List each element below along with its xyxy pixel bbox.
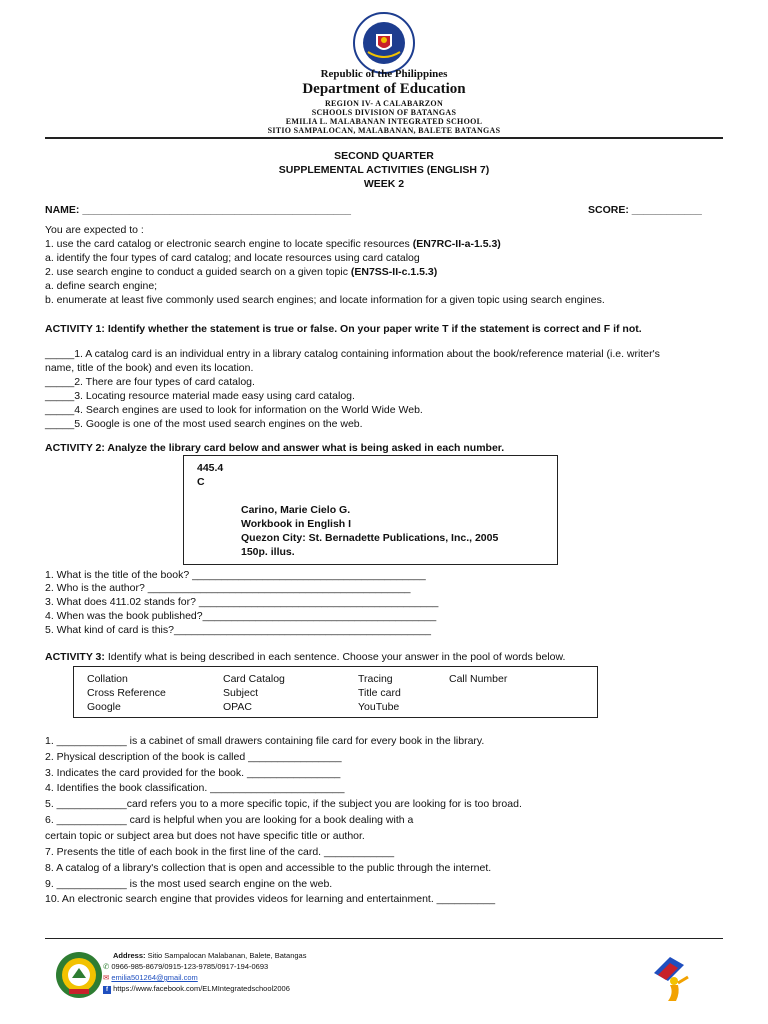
activity-title: SUPPLEMENTAL ACTIVITIES (ENGLISH 7): [278, 164, 490, 176]
school-logo: [55, 951, 103, 999]
objective-text: b. enumerate at least five commonly used search engines; and locate information for a given topic using search engines.: [45, 294, 605, 306]
pool-word: Call Number: [449, 673, 508, 685]
republic-line: Republic of the Philippines: [320, 68, 448, 80]
pool-word: OPAC: [223, 701, 252, 713]
activity3-item: 2. Physical description of the book is called ________________: [45, 751, 342, 763]
activity2-question: 5. What kind of card is this?____________________________________________: [45, 624, 431, 636]
footer-address-value: Sitio Sampalocan Malabanan, Balete, Batangas: [145, 951, 307, 960]
activity3-heading-label: ACTIVITY 3:: [45, 651, 105, 663]
footer-email[interactable]: [103, 973, 198, 983]
division-line: SCHOOLS DIVISION OF BATANGAS: [311, 108, 457, 117]
pool-word: Card Catalog: [223, 673, 285, 685]
email-icon: ✉: [103, 973, 110, 982]
call-number: 445.4: [197, 462, 224, 474]
school-logo-icon: [55, 951, 103, 999]
deped-seal-icon: [348, 12, 420, 74]
objective-item: [45, 294, 605, 308]
footer-phone: [103, 962, 268, 972]
objective-item: [45, 266, 437, 280]
mascot-logo-icon: [648, 953, 692, 1003]
footer-facebook[interactable]: [103, 984, 290, 994]
activity1-item: name, title of the book) and even its location.: [45, 362, 254, 374]
activity1-item: _____5. Google is one of the most used search engines on the web.: [45, 418, 363, 430]
score-field[interactable]: SCORE: ____________: [588, 204, 702, 216]
pool-word: Subject: [223, 687, 259, 699]
activity2-question: 3. What does 411.02 stands for? _________________________________________: [45, 596, 439, 608]
competency-code: (EN7SS-II-c.1.5.3): [350, 266, 438, 278]
footer-divider: [45, 938, 723, 939]
objective-text: 2. use search engine to conduct a guided search on a given topic: [45, 266, 351, 278]
activity3-item: 1. ____________ is a cabinet of small drawers containing file card for every book in the library.: [45, 735, 485, 747]
phone-icon: ✆: [103, 962, 110, 971]
footer-address-label: Address:: [113, 951, 146, 960]
deped-seal: [348, 12, 420, 74]
cutter-letter: C: [197, 476, 205, 488]
activity1-item: _____4. Search engines are used to look for information on the World Wide Web.: [45, 404, 423, 416]
activity3-item: 7. Presents the title of each book in the first line of the card. ____________: [45, 846, 395, 858]
card-title: Workbook in English I: [241, 518, 352, 530]
mascot-logo: [648, 953, 692, 1003]
school-address-line: SITIO SAMPALOCAN, MALABANAN, BALETE BATANGAS: [267, 126, 501, 135]
activity3-item: 9. ____________ is the most used search engine on the web.: [45, 878, 333, 890]
activity2-question: 1. What is the title of the book? ________________________________________: [45, 569, 426, 581]
school-line: EMILIA L. MALABANAN INTEGRATED SCHOOL: [285, 117, 483, 126]
quarter-title: SECOND QUARTER: [334, 150, 434, 162]
library-card: [183, 455, 558, 565]
activity2-heading: ACTIVITY 2: Analyze the library card below and answer what is being asked in each number.: [45, 442, 505, 454]
department-title: Department of Education: [302, 81, 466, 97]
card-collation: 150p. illus.: [241, 546, 295, 558]
pool-word: Google: [87, 701, 121, 713]
header-divider: [45, 137, 723, 139]
card-author: Carino, Marie Cielo G.: [241, 504, 351, 516]
footer-address: [113, 951, 306, 961]
activity3-item: 8. A catalog of a library's collection that is open and accessible to the public through the internet.: [45, 862, 492, 874]
competency-code: (EN7RC-II-a-1.5.3): [412, 238, 501, 250]
pool-word: Tracing: [358, 673, 393, 685]
objective-text: a. define search engine;: [45, 280, 158, 292]
name-field[interactable]: NAME: ______________________________________________: [45, 204, 351, 216]
activity3-item: 10. An electronic search engine that provides videos for learning and entertainment. __________: [45, 893, 496, 905]
region-line: REGION IV- A CALABARZON: [324, 99, 444, 108]
facebook-icon: f: [103, 986, 111, 994]
pool-word: Collation: [87, 673, 128, 685]
activity3-item: 4. Identifies the book classification. _______________________: [45, 782, 345, 794]
objective-item: [45, 238, 501, 252]
activity3-item: 5. ____________card refers you to a more specific topic, if the subject you are looking for is too broad.: [45, 798, 522, 810]
activity1-item: _____3. Locating resource material made easy using card catalog.: [45, 390, 355, 402]
word-pool: [73, 666, 598, 718]
pool-word: Cross Reference: [87, 687, 166, 699]
objective-item: [45, 252, 420, 266]
activity1-heading: ACTIVITY 1: Identify whether the statement is true or false. On your paper write T if the statement is correct and F if not.: [45, 323, 642, 335]
activity2-question: 2. Who is the author? _____________________________________________: [45, 582, 411, 594]
footer-phone-text: 0966-985-8679/0915-123-9785/0917-194-0693: [111, 962, 269, 971]
footer-email-link[interactable]: emilia501264@gmail.com: [111, 973, 198, 982]
activity3-item: 3. Indicates the card provided for the book. ________________: [45, 767, 341, 779]
objective-item: [45, 280, 157, 294]
activity3-heading-text: Identify what is being described in each sentence. Choose your answer in the pool of words below.: [104, 651, 566, 663]
activity1-item: _____2. There are four types of card catalog.: [45, 376, 255, 388]
activity3-item: 6. ____________ card is helpful when you are looking for a book dealing with a: [45, 814, 414, 826]
activity1-item: _____1. A catalog card is an individual entry in a library catalog containing information about the book/reference material (i.e. writer's: [45, 348, 660, 360]
objective-text: 1. use the card catalog or electronic search engine to locate specific resources: [45, 238, 413, 250]
week-title: WEEK 2: [363, 178, 405, 190]
card-publisher: Quezon City: St. Bernadette Publications, Inc., 2005: [241, 532, 499, 544]
activity2-question: 4. When was the book published?________________________________________: [45, 610, 437, 622]
footer-facebook-link[interactable]: https://www.facebook.com/ELMIntegratedschool2006: [113, 984, 290, 993]
pool-word: YouTube: [358, 701, 400, 713]
activity3-heading: [45, 651, 565, 665]
pool-word: Title card: [358, 687, 401, 699]
objectives-intro: You are expected to :: [45, 224, 144, 236]
activity3-item: certain topic or subject area but does not have specific title or author.: [45, 830, 365, 842]
objective-text: a. identify the four types of card catalog; and locate resources using card catalog: [45, 252, 420, 264]
